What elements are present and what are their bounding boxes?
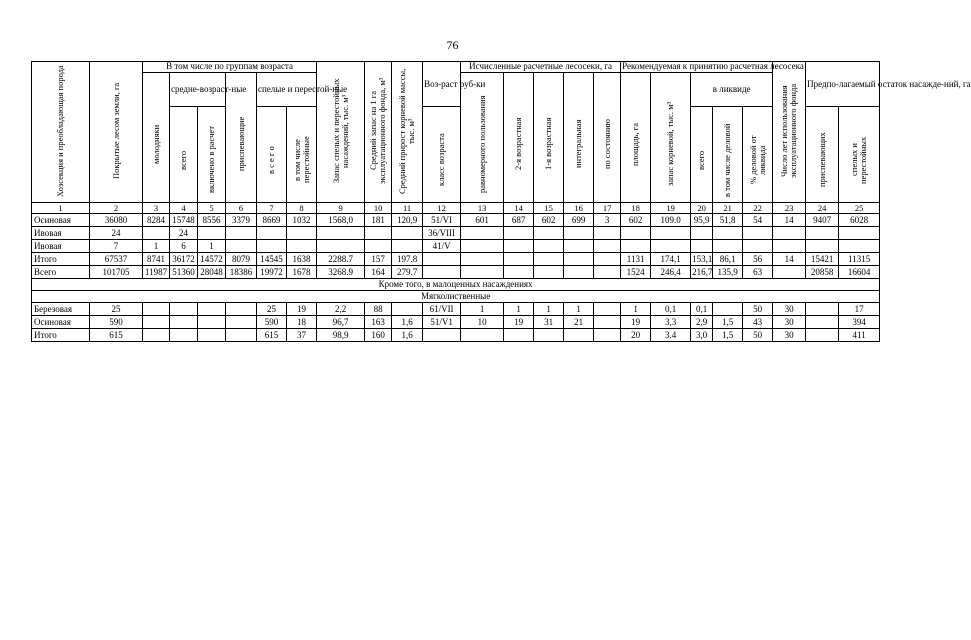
- header-age-groups: В том числе по группам возраста: [143, 62, 317, 73]
- column-number: 19: [651, 203, 691, 214]
- table-cell: [423, 329, 461, 342]
- table-cell: 1131: [621, 253, 651, 266]
- table-cell: [621, 227, 651, 240]
- table-cell: [257, 240, 287, 253]
- table-cell: 11315: [839, 253, 880, 266]
- column-number: 9: [317, 203, 365, 214]
- table-cell: 16604: [839, 266, 880, 279]
- table-cell: [198, 303, 226, 316]
- table-cell: 6: [170, 240, 198, 253]
- table-cell: [423, 253, 461, 266]
- table-cell: 160: [365, 329, 392, 342]
- table-cell: 2,2: [317, 303, 365, 316]
- table-cell: 51/V1: [423, 316, 461, 329]
- column-number: 18: [621, 203, 651, 214]
- table-cell: 1: [198, 240, 226, 253]
- table-cell: [143, 316, 170, 329]
- header-ripe-overripe: спелые и перестой-ные: [257, 73, 317, 107]
- table-cell: [806, 303, 839, 316]
- table-cell: [143, 303, 170, 316]
- table-cell: 164: [365, 266, 392, 279]
- table-cell: [806, 316, 839, 329]
- table-cell: [691, 227, 713, 240]
- table-cell: [564, 266, 594, 279]
- table-cell: [317, 227, 365, 240]
- table-cell: 19: [621, 316, 651, 329]
- table-cell: 163: [365, 316, 392, 329]
- table-cell: 51/VI: [423, 214, 461, 227]
- table-cell: 411: [839, 329, 880, 342]
- table-cell: 67537: [90, 253, 143, 266]
- table-cell: [170, 316, 198, 329]
- table-cell: 3,3: [651, 316, 691, 329]
- column-number: 16: [564, 203, 594, 214]
- table-cell: 1,6: [392, 316, 423, 329]
- row-label: Всего: [32, 266, 90, 279]
- row-label: Березовая: [32, 303, 90, 316]
- page-number: 76: [446, 38, 459, 52]
- row-label: Ивовая: [32, 227, 90, 240]
- table-cell: [806, 240, 839, 253]
- table-cell: 24: [170, 227, 198, 240]
- table-cell: [504, 329, 534, 342]
- table-cell: 157: [365, 253, 392, 266]
- column-number: 25: [839, 203, 880, 214]
- column-number: 4: [170, 203, 198, 214]
- table-cell: 50: [743, 329, 773, 342]
- table-cell: [773, 266, 806, 279]
- table-cell: 14545: [257, 253, 287, 266]
- table-row: [32, 316, 880, 329]
- table-row: [32, 227, 880, 240]
- table-cell: 36080: [90, 214, 143, 227]
- table-cell: 14: [773, 253, 806, 266]
- table-cell: 36/VIII: [423, 227, 461, 240]
- table-cell: 135,9: [713, 266, 743, 279]
- table-cell: [226, 303, 257, 316]
- table-cell: 3379: [226, 214, 257, 227]
- table-cell: 98,9: [317, 329, 365, 342]
- table-cell: 14: [773, 214, 806, 227]
- header-liquid-business: в том числе деловой: [713, 107, 743, 203]
- table-cell: [287, 227, 317, 240]
- table-cell: [170, 303, 198, 316]
- table-cell: 197.8: [392, 253, 423, 266]
- header-age-class: класс возраста: [423, 107, 461, 203]
- table-cell: 615: [257, 329, 287, 342]
- table-cell: [651, 240, 691, 253]
- table-cell: [143, 329, 170, 342]
- table-cell: 246,4: [651, 266, 691, 279]
- table-cell: [773, 240, 806, 253]
- main-rows: [32, 214, 880, 279]
- table-cell: [504, 266, 534, 279]
- header-uniform-use: равномерного пользования: [461, 73, 504, 203]
- table-cell: [226, 316, 257, 329]
- table-cell: 11987: [143, 266, 170, 279]
- table-cell: 6028: [839, 214, 880, 227]
- header-root-stock: запас корневой, тыс. м³: [651, 73, 691, 203]
- header-forest-area: Покрытые лесом земли, га: [90, 62, 143, 203]
- column-number: 6: [226, 203, 257, 214]
- header-business-pct: % деловой от ликвида: [743, 107, 773, 203]
- table-cell: [423, 266, 461, 279]
- header-remain-maturing: приспевающих: [806, 107, 839, 203]
- table-cell: 51360: [170, 266, 198, 279]
- header-in-liquid: в ликвиде: [691, 73, 773, 107]
- table-cell: 0,1: [691, 303, 713, 316]
- table-cell: 25: [257, 303, 287, 316]
- table-cell: [594, 253, 621, 266]
- header-species: Хозсекция и преобладающая порода: [32, 62, 90, 203]
- table-cell: 590: [90, 316, 143, 329]
- table-cell: 51,8: [713, 214, 743, 227]
- table-cell: [461, 329, 504, 342]
- table-cell: [534, 329, 564, 342]
- table-cell: 590: [257, 316, 287, 329]
- table-cell: 56: [743, 253, 773, 266]
- table-cell: 19: [287, 303, 317, 316]
- header-second-age: 2-я возрастная: [504, 73, 534, 203]
- table-cell: [564, 240, 594, 253]
- table-cell: 153,1: [691, 253, 713, 266]
- section-title: Кроме того, в малоценных насаждениях: [32, 279, 880, 291]
- table-cell: 1: [504, 303, 534, 316]
- table-cell: [534, 266, 564, 279]
- table-cell: [839, 240, 880, 253]
- table-row: [32, 253, 880, 266]
- table-row: [32, 329, 880, 342]
- table-cell: 15748: [170, 214, 198, 227]
- header-middle-aged: средне-возраст-ные: [170, 73, 226, 107]
- table-cell: 19972: [257, 266, 287, 279]
- table-cell: [594, 303, 621, 316]
- column-number: 7: [257, 203, 287, 214]
- table-cell: [743, 240, 773, 253]
- table-cell: 1,5: [713, 329, 743, 342]
- subsection-title: Мягколиственные: [32, 291, 880, 303]
- table-cell: 30: [773, 316, 806, 329]
- header-avg-stock: Средний запас на 1 га эксплуатационного фонда, м³: [365, 62, 392, 203]
- column-number: 22: [743, 203, 773, 214]
- header-ripe-overripe-part: в том числе перестойные: [287, 107, 317, 203]
- table-cell: [461, 266, 504, 279]
- table-cell: 1032: [287, 214, 317, 227]
- header-years-use: Число лет использования эксплуатационного фонда: [773, 62, 806, 203]
- table-cell: [806, 227, 839, 240]
- row-label: Итого: [32, 253, 90, 266]
- table-cell: 109.0: [651, 214, 691, 227]
- table-row: [32, 214, 880, 227]
- table-cell: [564, 227, 594, 240]
- header-remain-ripe: спелых и перестойных: [839, 107, 880, 203]
- table-cell: 8284: [143, 214, 170, 227]
- header-mid-total: всего: [170, 107, 198, 203]
- table-cell: 15421: [806, 253, 839, 266]
- table-cell: 1,5: [713, 316, 743, 329]
- table-cell: 20858: [806, 266, 839, 279]
- table-cell: [773, 227, 806, 240]
- forest-table: [31, 61, 971, 342]
- table-cell: 61/VII: [423, 303, 461, 316]
- header-area-ha: площадь, га: [621, 73, 651, 203]
- table-cell: 18386: [226, 266, 257, 279]
- table-row: [32, 240, 880, 253]
- table-cell: 96,7: [317, 316, 365, 329]
- table-cell: 394: [839, 316, 880, 329]
- header-mid-included: включено в расчет: [198, 107, 226, 203]
- table-cell: 7: [90, 240, 143, 253]
- table-cell: 1638: [287, 253, 317, 266]
- table-cell: 174,1: [651, 253, 691, 266]
- table-cell: 1,6: [392, 329, 423, 342]
- table-cell: [143, 227, 170, 240]
- column-number: 21: [713, 203, 743, 214]
- column-number: 14: [504, 203, 534, 214]
- column-number: 11: [392, 203, 423, 214]
- column-number: 2: [90, 203, 143, 214]
- table-cell: 1: [534, 303, 564, 316]
- table-cell: 86,1: [713, 253, 743, 266]
- row-label: Осиновая: [32, 214, 90, 227]
- table-cell: [198, 329, 226, 342]
- table-cell: [743, 227, 773, 240]
- table-cell: 120,9: [392, 214, 423, 227]
- column-number-row: [32, 203, 880, 214]
- table-cell: [594, 240, 621, 253]
- table-cell: 602: [621, 214, 651, 227]
- table-cell: [594, 329, 621, 342]
- header-maturing: приспевающие: [226, 73, 257, 203]
- column-number: 1: [32, 203, 90, 214]
- table-cell: [806, 329, 839, 342]
- table-cell: [504, 240, 534, 253]
- table-cell: 37: [287, 329, 317, 342]
- table-cell: [317, 240, 365, 253]
- table-cell: 14572: [198, 253, 226, 266]
- table-cell: 50: [743, 303, 773, 316]
- column-number: 17: [594, 203, 621, 214]
- table-cell: 43: [743, 316, 773, 329]
- table-row: [32, 266, 880, 279]
- table-cell: [461, 227, 504, 240]
- table-cell: 1678: [287, 266, 317, 279]
- table-cell: 1: [564, 303, 594, 316]
- table-cell: 101705: [90, 266, 143, 279]
- column-number: 20: [691, 203, 713, 214]
- table-cell: 181: [365, 214, 392, 227]
- table-cell: [564, 253, 594, 266]
- table-cell: 9407: [806, 214, 839, 227]
- table-cell: 10: [461, 316, 504, 329]
- table-cell: [594, 227, 621, 240]
- table-cell: 28048: [198, 266, 226, 279]
- table-cell: 601: [461, 214, 504, 227]
- table-cell: 95,9: [691, 214, 713, 227]
- table-cell: [534, 227, 564, 240]
- table-cell: 699: [564, 214, 594, 227]
- table-cell: 8741: [143, 253, 170, 266]
- table-cell: 25: [90, 303, 143, 316]
- table-cell: 17: [839, 303, 880, 316]
- table-cell: 3.4: [651, 329, 691, 342]
- table-cell: [534, 240, 564, 253]
- table-cell: [226, 227, 257, 240]
- table-cell: 615: [90, 329, 143, 342]
- table-cell: [504, 227, 534, 240]
- header-integral: интегральная: [564, 73, 594, 203]
- table-cell: 20: [621, 329, 651, 342]
- table-cell: [461, 253, 504, 266]
- header-liquid-total: всего: [691, 107, 713, 203]
- table-cell: 41/V: [423, 240, 461, 253]
- table-cell: 19: [504, 316, 534, 329]
- column-number: 8: [287, 203, 317, 214]
- table-cell: 602: [534, 214, 564, 227]
- table-cell: [564, 329, 594, 342]
- table-cell: 2288.7: [317, 253, 365, 266]
- table-cell: [713, 303, 743, 316]
- header-avg-growth: Средний прирост корневой массы, тыс. м³: [392, 62, 423, 203]
- table-cell: 2,9: [691, 316, 713, 329]
- table-cell: [287, 240, 317, 253]
- table-cell: 3,0: [691, 329, 713, 342]
- table-cell: [534, 253, 564, 266]
- table-cell: [651, 227, 691, 240]
- table-cell: 21: [564, 316, 594, 329]
- table-cell: [839, 227, 880, 240]
- table-cell: [691, 240, 713, 253]
- table-cell: 3: [594, 214, 621, 227]
- row-label: Ивовая: [32, 240, 90, 253]
- table-cell: 8079: [226, 253, 257, 266]
- header-calculated-cuts: Исчисленные расчетные лесосеки, га: [461, 62, 621, 73]
- table-cell: [594, 266, 621, 279]
- table-cell: 1: [621, 303, 651, 316]
- table-row: [32, 303, 880, 316]
- table-cell: [198, 316, 226, 329]
- header-young: молодняки: [143, 73, 170, 203]
- column-number: 24: [806, 203, 839, 214]
- table-cell: 18: [287, 316, 317, 329]
- column-number: 23: [773, 203, 806, 214]
- table-cell: [392, 240, 423, 253]
- table-cell: 279.7: [392, 266, 423, 279]
- table-cell: [198, 227, 226, 240]
- table-cell: 24: [90, 227, 143, 240]
- extra-rows: [32, 303, 880, 342]
- column-number: 15: [534, 203, 564, 214]
- table-cell: [461, 240, 504, 253]
- table-cell: 54: [743, 214, 773, 227]
- table-cell: 88: [365, 303, 392, 316]
- table-cell: 8669: [257, 214, 287, 227]
- table-cell: [226, 240, 257, 253]
- table-cell: [713, 227, 743, 240]
- header-rotation-age: Воз-раст руб-ки: [423, 62, 461, 107]
- table-cell: [257, 227, 287, 240]
- table-cell: 1: [143, 240, 170, 253]
- column-number: 12: [423, 203, 461, 214]
- table-cell: [226, 329, 257, 342]
- table-cell: 8556: [198, 214, 226, 227]
- header-recommended-cut: Рекомендуемая к принятию расчетная лесосека: [622, 61, 804, 72]
- table-cell: 1568,0: [317, 214, 365, 227]
- table-cell: [365, 227, 392, 240]
- header-by-condition: по состоянию: [594, 73, 621, 203]
- table-cell: [504, 253, 534, 266]
- table-cell: [365, 240, 392, 253]
- table-cell: 3268.9: [317, 266, 365, 279]
- table-cell: [594, 316, 621, 329]
- header-remaining: Предпо-лагаемый остаток насажде-ний, га: [806, 62, 880, 107]
- column-number: 3: [143, 203, 170, 214]
- table-cell: 31: [534, 316, 564, 329]
- table-cell: 63: [743, 266, 773, 279]
- header-ripe-total: в с е г о: [257, 107, 287, 203]
- column-number: 13: [461, 203, 504, 214]
- table-cell: 36172: [170, 253, 198, 266]
- table-cell: 1: [461, 303, 504, 316]
- table-cell: 30: [773, 303, 806, 316]
- table-cell: [392, 227, 423, 240]
- table-cell: 216,7: [691, 266, 713, 279]
- table-cell: 0,1: [651, 303, 691, 316]
- row-label: Осиновая: [32, 316, 90, 329]
- table-cell: [392, 303, 423, 316]
- header-ripe-stock: Запас спелых и перестойных насаждений, тыс. м³: [317, 62, 365, 203]
- row-label: Итого: [32, 329, 90, 342]
- header-first-age: 1-я возрастная: [534, 73, 564, 203]
- column-number: 5: [198, 203, 226, 214]
- table-cell: 687: [504, 214, 534, 227]
- table-cell: [713, 240, 743, 253]
- table-cell: 1524: [621, 266, 651, 279]
- table-cell: [170, 329, 198, 342]
- table-cell: 30: [773, 329, 806, 342]
- table-cell: [621, 240, 651, 253]
- column-number: 10: [365, 203, 392, 214]
